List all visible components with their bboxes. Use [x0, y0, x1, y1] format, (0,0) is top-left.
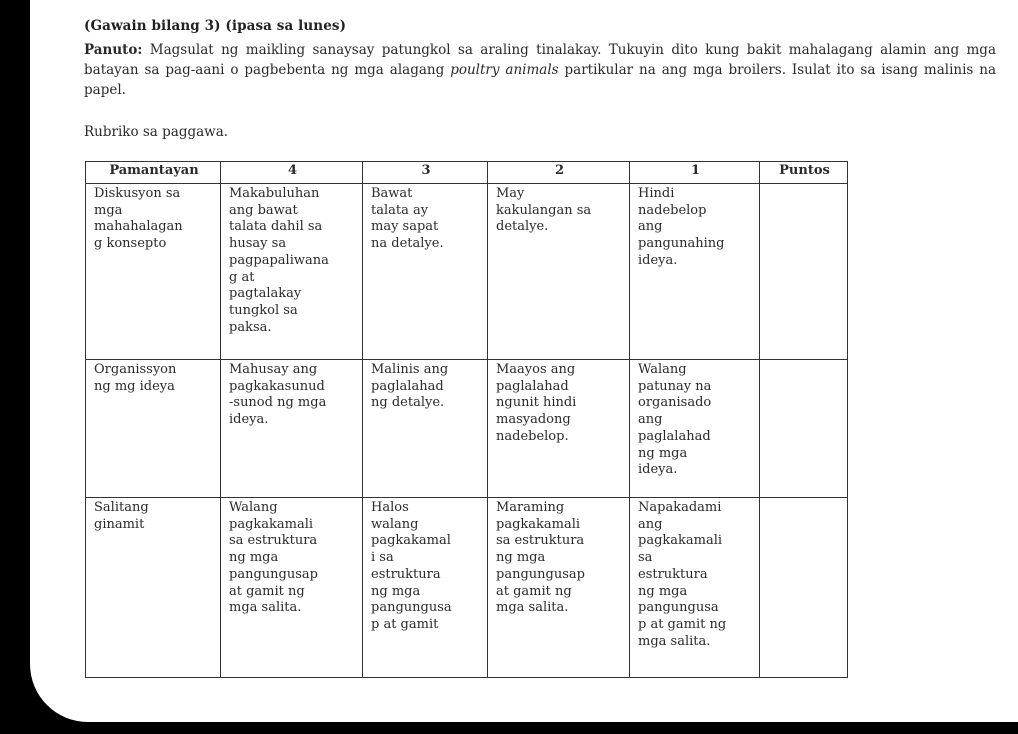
score-3-cell — [363, 498, 488, 678]
cell-text-line: estruktura — [638, 566, 708, 582]
cell-text-line: sa — [638, 550, 653, 566]
score-2-cell — [488, 498, 630, 678]
cell-text-line: mga salita. — [496, 600, 569, 616]
cell-text-line: tungkol sa — [229, 302, 298, 318]
header-score-1: 1 — [630, 162, 760, 184]
cell-text-line: paglalahad — [496, 378, 569, 394]
score-1-cell — [630, 360, 760, 498]
puntos-cell — [760, 184, 848, 360]
header-score-4: 4 — [221, 162, 363, 184]
rubric-row — [86, 360, 848, 498]
cell-text-line: at gamit ng — [496, 583, 572, 599]
cell-text-line: paglalahad — [371, 378, 444, 394]
instructions-italic-term: poultry animals — [450, 62, 559, 78]
instructions-label: Panuto: — [84, 42, 143, 58]
cell-text-line: ng mga — [638, 445, 688, 461]
instructions-text: Magsulat ng maikling sanaysay patungkol sa araling tinalakay. Tukuyin dito kung bakit mahalagang alamin ang mga batayan sa pag-aani o pagbebenta ng mga alagang — [84, 42, 996, 78]
cell-text-line: p at gamit — [371, 616, 439, 632]
cell-text-line: ng mga — [638, 583, 688, 599]
cell-text-line: pangungusap — [496, 566, 585, 582]
cell-text-line: at gamit ng — [229, 583, 305, 599]
cell-text-line: ang — [638, 219, 663, 235]
cell-text-line: Bawat — [371, 186, 413, 201]
rubric-row — [86, 184, 848, 360]
cell-text-line: ng mga — [229, 550, 279, 566]
cell-text-line: pagkakasunud — [229, 378, 325, 394]
cell-text-line: pangungusa — [638, 600, 719, 616]
cell-text-line: Halos — [371, 500, 409, 515]
cell-text-line: pangunahing — [638, 236, 725, 252]
cell-text-line: pangungusa — [371, 600, 452, 616]
cell-text-line: ideya. — [638, 462, 678, 478]
cell-text-line: ng mga — [371, 583, 421, 599]
cell-text-line: ng detalye. — [371, 395, 445, 411]
header-puntos: Puntos — [760, 162, 848, 184]
cell-text-line: ang — [638, 516, 663, 532]
cell-text-line: Walang — [229, 500, 278, 515]
score-2-cell — [488, 360, 630, 498]
score-2-cell — [488, 184, 630, 360]
cell-text-line: g at — [229, 269, 255, 285]
cell-text-line: kakulangan sa — [496, 202, 592, 218]
cell-text-line: paksa. — [229, 319, 272, 335]
cell-text-line: husay sa — [229, 236, 287, 252]
cell-text-line: g konsepto — [94, 236, 167, 252]
rubric-row — [86, 498, 848, 678]
cell-text-line: sa estruktura — [496, 533, 585, 549]
header-score-3: 3 — [363, 162, 488, 184]
cell-text-line: Salitang — [94, 500, 149, 515]
cell-text-line: Mahusay ang — [229, 362, 318, 377]
puntos-cell — [760, 498, 848, 678]
cell-text-line: pagkakamali — [496, 516, 581, 532]
cell-text-line: na detalye. — [371, 236, 444, 252]
cell-text-line: mahahalagan — [94, 219, 183, 235]
cell-text-line: Maraming — [496, 500, 565, 515]
cell-text-line: mga salita. — [229, 600, 302, 616]
criterion-cell — [86, 184, 221, 360]
rubric-label: Rubriko sa paggawa. — [84, 124, 229, 140]
cell-text-line: mga — [94, 202, 123, 218]
rubric-header-row — [86, 162, 848, 184]
cell-text-line: sa estruktura — [229, 533, 318, 549]
cell-text-line: estruktura — [371, 566, 441, 582]
cell-text-line: patunay na — [638, 378, 712, 394]
cell-text-line: organisado — [638, 395, 712, 411]
rubric-table — [85, 161, 848, 678]
cell-text-line: detalye. — [496, 219, 549, 235]
score-1-cell — [630, 184, 760, 360]
cell-text-line: pagkakamali — [229, 516, 314, 532]
cell-text-line: ang bawat — [229, 202, 298, 218]
instructions-text-end: partikular na ang mga broilers. Isulat ito sa isang malinis na papel. — [84, 62, 997, 98]
cell-text-line: talata ay — [371, 202, 429, 218]
score-3-cell — [363, 360, 488, 498]
assignment-title: (Gawain bilang 3) (ipasa sa lunes) — [84, 18, 347, 34]
instructions-paragraph — [84, 40, 996, 100]
cell-text-line: Maayos ang — [496, 362, 576, 377]
criterion-cell — [86, 360, 221, 498]
cell-text-line: Walang — [638, 362, 687, 377]
cell-text-line: nadebelop. — [496, 428, 569, 444]
header-score-2: 2 — [488, 162, 630, 184]
cell-text-line: Hindi — [638, 186, 675, 201]
cell-text-line: i sa — [371, 550, 394, 566]
cell-text-line: may sapat — [371, 219, 439, 235]
cell-text-line: masyadong — [496, 412, 571, 428]
score-1-cell — [630, 498, 760, 678]
score-4-cell — [221, 360, 363, 498]
cell-text-line: mga salita. — [638, 633, 711, 649]
cell-text-line: ideya. — [638, 252, 678, 268]
puntos-cell — [760, 360, 848, 498]
cell-text-line: ang — [638, 412, 663, 428]
cell-text-line: ng mga — [496, 550, 546, 566]
cell-text-line: ginamit — [94, 516, 145, 532]
cell-text-line: ngunit hindi — [496, 395, 577, 411]
cell-text-line: paglalahad — [638, 428, 711, 444]
cell-text-line: p at gamit ng — [638, 616, 727, 632]
cell-text-line: ideya. — [229, 412, 269, 428]
cell-text-line: nadebelop — [638, 202, 707, 218]
cell-text-line: talata dahil sa — [229, 219, 323, 235]
cell-text-line: Diskusyon sa — [94, 186, 181, 201]
cell-text-line: pagkakamal — [371, 533, 451, 549]
cell-text-line: ng mg ideya — [94, 378, 175, 394]
cell-text-line: walang — [371, 516, 419, 532]
cell-text-line: Malinis ang — [371, 362, 449, 377]
cell-text-line: -sunod ng mga — [229, 395, 327, 411]
score-4-cell — [221, 184, 363, 360]
cell-text-line: Makabuluhan — [229, 186, 320, 201]
cell-text-line: pangungusap — [229, 566, 318, 582]
cell-text-line: May — [496, 186, 525, 201]
criterion-cell — [86, 498, 221, 678]
score-4-cell — [221, 498, 363, 678]
cell-text-line: pagpapaliwana — [229, 252, 329, 268]
header-pamantayan: Pamantayan — [86, 162, 221, 184]
cell-text-line: Napakadami — [638, 500, 722, 515]
cell-text-line: pagkakamali — [638, 533, 723, 549]
cell-text-line: Organissyon — [94, 362, 177, 377]
cell-text-line: pagtalakay — [229, 286, 302, 302]
score-3-cell — [363, 184, 488, 360]
